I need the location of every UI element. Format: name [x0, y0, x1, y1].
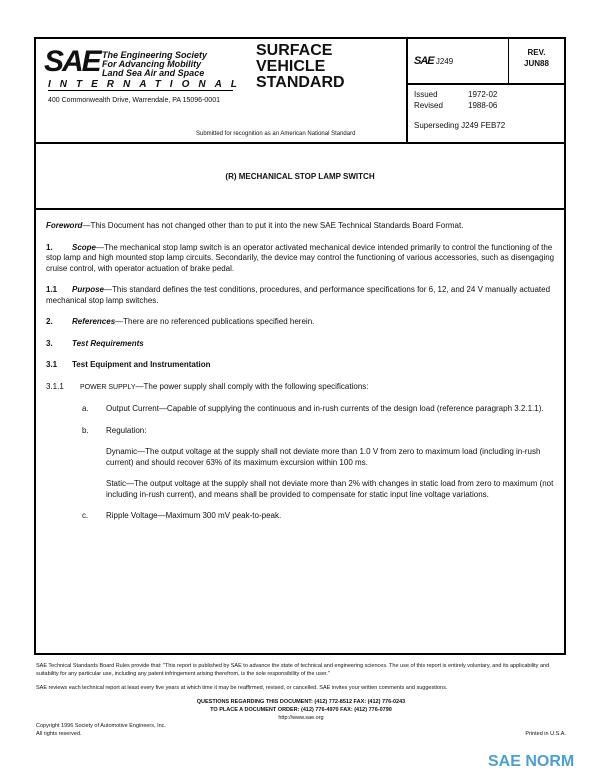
document-frame	[34, 37, 566, 655]
foreword-text: —This Document has not changed other than to put it into the new SAE Technical Standards Board Format.	[82, 221, 464, 230]
sae-norm-watermark: SAE NORM	[488, 753, 575, 770]
issued-label: Issued	[414, 90, 438, 99]
section-text: —This standard defines the test conditions, procedures, and performance specifications for 6, 12, and 24 V manually actuated mechanical stop lamp switches.	[46, 285, 551, 305]
item-text: Ripple Voltage—Maximum 300 mV peak-to-peak.	[106, 511, 282, 520]
document-footer	[36, 662, 566, 738]
revision-box	[508, 39, 564, 83]
sae-logo-text: SAE	[44, 45, 100, 78]
item-b	[46, 426, 556, 437]
revised-label: Revised	[414, 101, 443, 110]
rev-label: REV.	[527, 48, 546, 57]
section-3-1-1	[46, 382, 556, 394]
foreword-label: Foreword	[46, 221, 83, 230]
document-header	[36, 39, 564, 144]
section-label: Test Equipment and Instrumentation	[72, 360, 211, 369]
section-num: 2.	[46, 317, 53, 326]
review-text: SAE reviews each technical report at least every five years at which time it may be reaffirmed, revised, or cancelled. SAE invites your written comments and suggestions.	[36, 685, 448, 691]
item-num: c.	[82, 511, 89, 520]
section-num: 3.	[46, 338, 53, 348]
printed-in: Printed in U.S.A.	[525, 731, 566, 737]
section-label: Scope	[72, 242, 97, 252]
item-label: Output Current	[106, 404, 159, 413]
item-num: b.	[82, 425, 89, 435]
copyright: Copyright 1996 Society of Automotive Engineers, Inc.	[36, 723, 166, 729]
revised-date: 1988-06	[468, 101, 498, 110]
item-c	[46, 511, 556, 522]
section-2	[46, 317, 556, 328]
section-num: 3.1	[46, 360, 58, 369]
section-label: Test Requirements	[72, 338, 144, 348]
international-label: INTERNATIONAL	[48, 79, 246, 90]
section-num: 1.1	[46, 285, 58, 294]
item-num: a.	[82, 404, 89, 413]
std-number: J249	[435, 57, 454, 66]
section-text: —The power supply shall comply with the following specifications:	[135, 381, 369, 391]
dynamic-spec: Dynamic—The output voltage at the supply shall not deviate more than 1.0 V from zero to maximum load (including in-rush current) and should recover 63% of its maximum excursion within 100 ms.	[106, 447, 541, 467]
policy-text: SAE Technical Standards Board Rules provide that: "This report is published by SAE to advance the state of technical and engineering sciences. The use of this report is entirely voluntary, and its applicability and suitability for any particular use, including any patent infringement arising therefrom, is the sole responsibility of the user."	[36, 663, 550, 677]
section-1-1	[46, 285, 556, 306]
tagline-line: For Advancing Mobility	[102, 59, 202, 69]
item-label: Regulation:	[106, 425, 147, 435]
document-body	[46, 221, 556, 533]
tagline-line: Land Sea Air and Space	[102, 68, 205, 78]
address: 400 Commonwealth Drive, Warrendale, PA 15096-0001	[48, 97, 220, 104]
tagline-line: The Engineering Society	[102, 50, 208, 60]
std-prefix: SAE	[414, 55, 434, 67]
standard-number	[414, 55, 453, 67]
section-text: —There are no referenced publications specified herein.	[115, 317, 315, 326]
superseding: Superseding J249 FEB72	[414, 121, 506, 130]
issue-dates	[408, 85, 564, 135]
section-label: References	[72, 317, 116, 326]
rights: All rights reserved.	[36, 731, 82, 737]
doc-type	[256, 43, 345, 91]
submitted-note: Submitted for recognition as an American National Standard	[196, 131, 356, 137]
section-label: POWER SUPPLY	[80, 383, 136, 391]
static-spec: Static—The output voltage at the supply shall not deviate more than 2% with changes in static load from zero to maximum (not including in-rush current), and means shall be provided to compensate for static input line voltage variations.	[106, 479, 554, 499]
document-title: (R) MECHANICAL STOP LAMP SWITCH	[36, 144, 564, 210]
section-3-1	[46, 360, 556, 371]
doc-type-line: SURFACE	[256, 42, 333, 59]
section-text: —The mechanical stop lamp switch is an operator activated mechanical device intended primarily to control the functioning of the stop lamp and high mounted stop lamp circuits. Secondarily, the device may control the functioning of various accessories, such as disengaging cruise control, with operator actuation of brake pedal.	[46, 242, 555, 273]
issued-date: 1972-02	[468, 90, 498, 99]
foreword	[46, 221, 556, 232]
section-label: Purpose	[72, 285, 105, 294]
society-tagline	[102, 51, 207, 78]
doc-type-line: VEHICLE	[256, 58, 326, 75]
section-num: 3.1.1	[46, 381, 64, 391]
questions-line: QUESTIONS REGARDING THIS DOCUMENT: (412) 772-8512 FAX: (412) 776-0243	[196, 699, 406, 705]
section-num: 1.	[46, 242, 53, 252]
section-3	[46, 339, 556, 350]
rev-value: JUN88	[524, 59, 549, 68]
website-link[interactable]: http://www.sae.org	[278, 715, 324, 721]
standard-info-box	[406, 39, 564, 142]
section-1	[46, 243, 556, 275]
doc-type-line: STANDARD	[256, 74, 345, 91]
item-text: —Capable of supplying the continuous and in-rush currents of the design load (reference paragraph 3.2.1.1).	[158, 404, 544, 413]
item-a	[46, 404, 556, 415]
order-line: TO PLACE A DOCUMENT ORDER: (412) 776-4970 FAX: (412) 776-0790	[210, 707, 392, 713]
